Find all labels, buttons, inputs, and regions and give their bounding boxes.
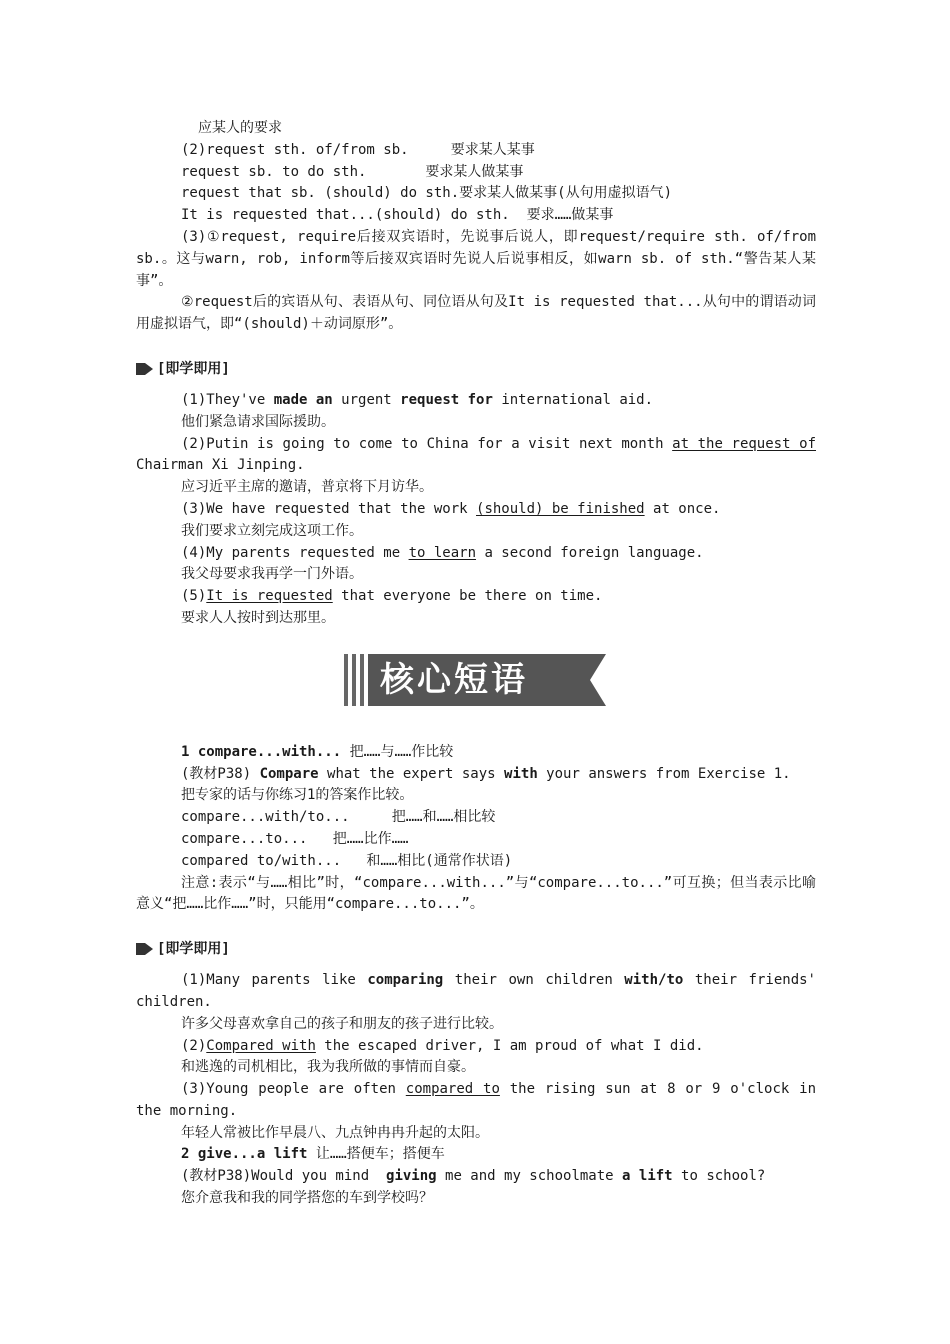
example-sentence: (3)Young people are often compared to the rising sun at 8 or 9 o'clock in the morning. [136, 1081, 825, 1119]
example-translation: 我父母要求我再学一门外语。 [181, 566, 363, 583]
example-sentence: (2)Putin is going to come to China for a visit next month at the request of Chairman Xi Jinping. [136, 435, 825, 474]
note-paragraph: 注意:表示“与……相比”时，“compare...with...”与“compare...to...”可互换；但当表示比喻意义“把……比作……”时，只能用“compare...to...”。 [136, 874, 816, 913]
practice-heading [136, 358, 816, 380]
text-line: It is requested that...(should) do sth. 要求……做某事 [181, 207, 614, 224]
example-sentence: (3)We have requested that the work (should) be finished at once. [181, 500, 721, 517]
example-translation: 年轻人常被比作早晨八、九点钟冉冉升起的太阳。 [181, 1124, 489, 1141]
text-line: request sb. to do sth. 要求某人做某事 [181, 163, 524, 180]
text-line: compare...with/to... 把……和……相比较 [181, 809, 496, 826]
example-translation: 他们紧急请求国际援助。 [181, 413, 335, 430]
note-paragraph: (3)①request, require后接双宾语时，先说事后说人，即request/require sth. of/from sb.。这与warn, rob, inform等后接双宾语时先说人后说事相反，如warn sb. of sth.“警告某人某事”。 [136, 228, 825, 289]
example-translation: 许多父母喜欢拿自己的孩子和朋友的孩子进行比较。 [181, 1015, 503, 1032]
example-sentence: (5)It is requested that everyone be there on time. [181, 588, 603, 605]
play-marker-icon [136, 943, 153, 955]
banner-title: 核心短语 [380, 659, 528, 700]
text-line: compare...to... 把……比作…… [181, 830, 409, 847]
textbook-example: (教材P38)Would you mind giving me and my schoolmate a lift to school? [181, 1168, 766, 1185]
example-sentence: (1)Many parents like comparing their own children with/to their friends' children. [136, 972, 825, 1010]
practice-heading [136, 938, 816, 960]
practice-label: [即学即用] [157, 941, 230, 958]
example-translation: 应习近平主席的邀请，普京将下月访华。 [181, 479, 433, 496]
example-sentence: (2)Compared with the escaped driver, I am proud of what I did. [181, 1037, 704, 1054]
practice-label: [即学即用] [157, 360, 230, 377]
example-sentence: (4)My parents requested me to learn a second foreign language. [181, 544, 704, 561]
example-translation: 我们要求立刻完成这项工作。 [181, 522, 363, 539]
example-sentence: (1)They've made an urgent request for international aid. [181, 391, 654, 408]
example-translation: 把专家的话与你练习1的答案作比较。 [181, 787, 414, 804]
text-line: (2)request sth. of/from sb. 要求某人某事 [181, 141, 535, 158]
example-translation: 您介意我和我的同学搭您的车到学校吗？ [181, 1190, 433, 1207]
text-line: compared to/with... 和……相比(通常作状语) [181, 852, 513, 869]
phrase-heading: 1 compare...with... 把……与……作比较 [181, 743, 454, 760]
document-page [136, 118, 825, 1210]
example-translation: 和逃逸的司机相比，我为我所做的事情而自豪。 [181, 1059, 475, 1076]
note-paragraph: ②request后的宾语从句、表语从句、同位语从句及It is requested that...从句中的谓语动词用虚拟语气，即“(should)＋动词原形”。 [136, 294, 816, 333]
text-line: request that sb. (should) do sth.要求某人做某事(从句用虚拟语气) [181, 185, 673, 202]
play-marker-icon [136, 363, 153, 375]
phrase-heading: 2 give...a lift 让……搭便车；搭便车 [181, 1146, 445, 1163]
section-banner [344, 652, 606, 708]
text-line: 应某人的要求 [198, 120, 282, 136]
example-translation: 要求人人按时到达那里。 [181, 609, 335, 626]
textbook-example: (教材P38) Compare what the expert says with your answers from Exercise 1. [181, 765, 791, 782]
